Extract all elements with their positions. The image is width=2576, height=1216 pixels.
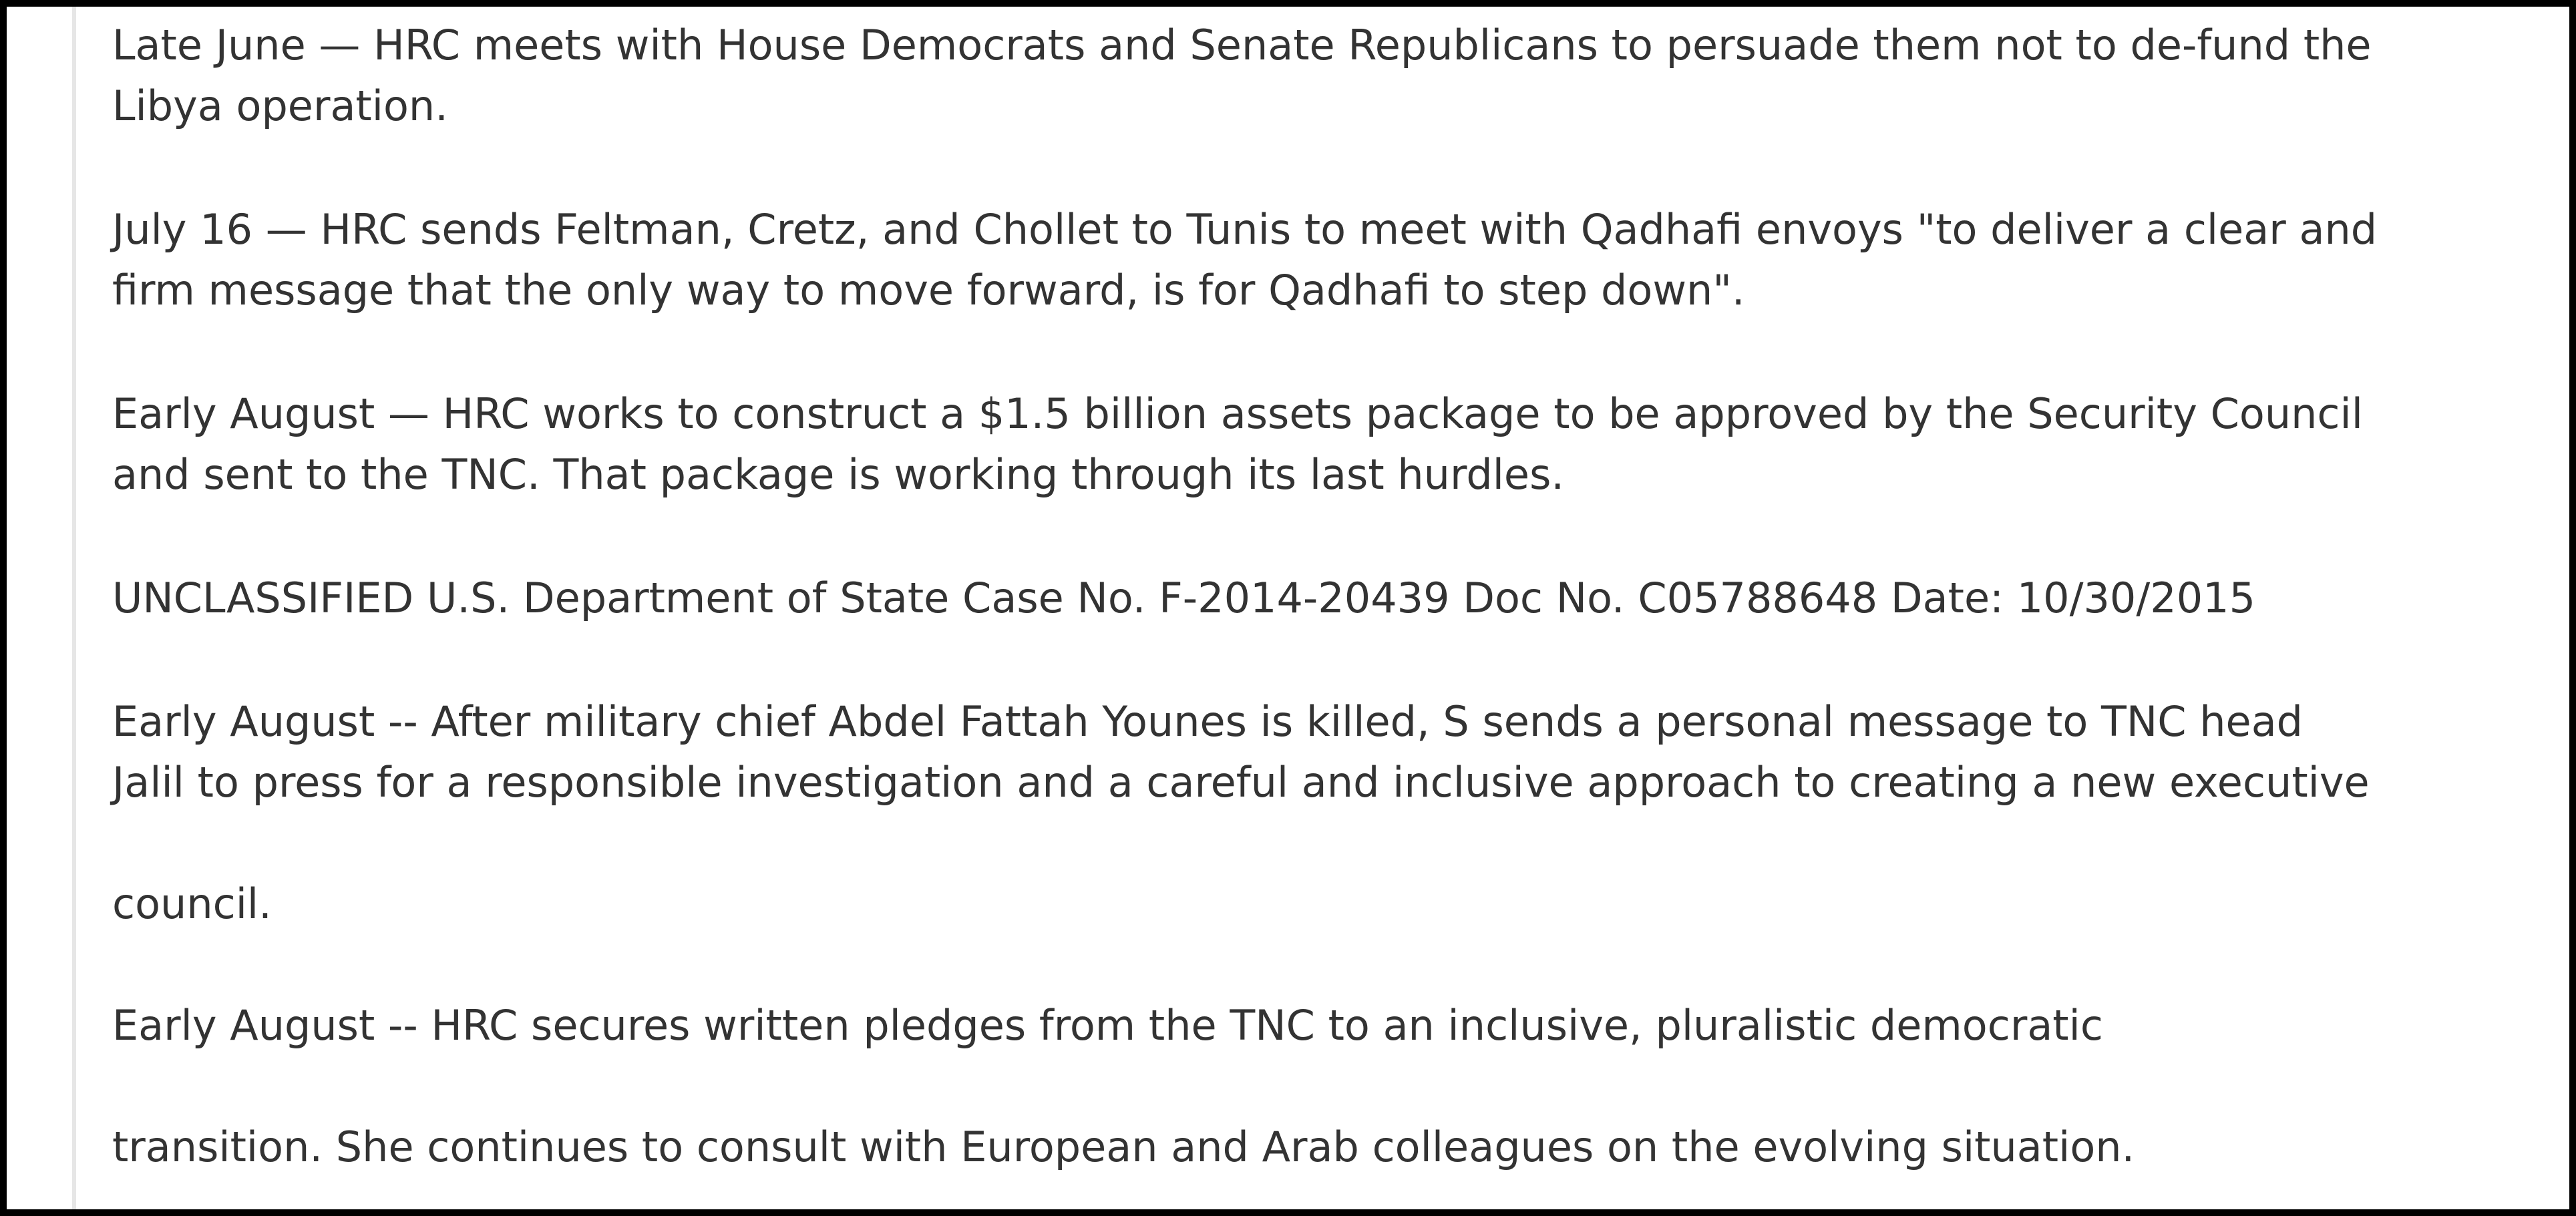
text-line: UNCLASSIFIED U.S. Department of State Case No. F-2014-20439 Doc No. C05788648 Date: 10/30/2015	[112, 574, 2256, 622]
text-line: Jalil to press for a responsible investigation and a careful and inclusive approach to creating a new executive	[112, 758, 2370, 807]
text-line: July 16 — HRC sends Feltman, Cretz, and Chollet to Tunis to meet with Qadhafi envoys "to deliver a clear and	[112, 205, 2378, 254]
text-line: Late June — HRC meets with House Democrats and Senate Republicans to persuade them not to de-fund the	[112, 21, 2372, 69]
text-line: Early August -- After military chief Abdel Fattah Younes is killed, S sends a personal message to TNC head	[112, 697, 2304, 746]
text-line: firm message that the only way to move forward, is for Qadhafi to step down".	[112, 266, 1745, 315]
entry-transition-continuation	[112, 1117, 2543, 1177]
entry-council-continuation	[112, 873, 2543, 934]
left-margin-rule	[72, 7, 76, 1209]
entry-late-june	[112, 15, 2543, 136]
text-line: Early August — HRC works to construct a $1.5 billion assets package to be approved by the Security Council	[112, 389, 2363, 438]
entry-early-august-assets	[112, 383, 2543, 505]
text-line: and sent to the TNC. That package is working through its last hurdles.	[112, 450, 1565, 499]
entry-early-august-younes	[112, 691, 2543, 813]
entry-early-august-pledges	[112, 995, 2543, 1056]
text-line: Early August -- HRC secures written pledges from the TNC to an inclusive, pluralistic democratic	[112, 1001, 2103, 1050]
unclassified-case-line	[112, 568, 2543, 628]
entry-july-16	[112, 199, 2543, 321]
text-line: Libya operation.	[112, 81, 448, 130]
text-line: transition. She continues to consult with European and Arab colleagues on the evolving situation.	[112, 1123, 2135, 1171]
text-line: council.	[112, 879, 272, 928]
document-body	[112, 15, 2543, 1177]
